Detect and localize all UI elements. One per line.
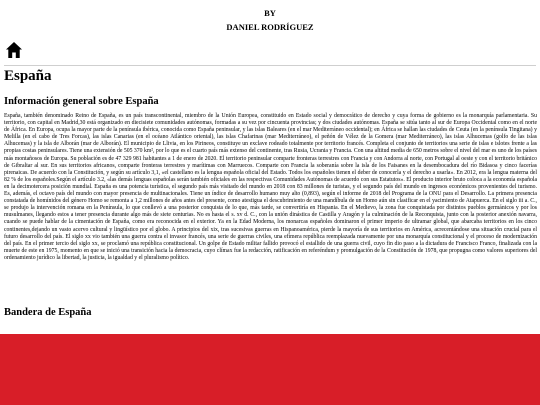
author-name: DANIEL RODRÍGUEZ	[226, 22, 314, 32]
section-heading-general-info: Información general sobre España	[4, 96, 159, 107]
flag-red-stripe	[0, 334, 540, 405]
byline-label: BY	[264, 8, 276, 18]
home-link[interactable]	[5, 41, 23, 59]
article-paragraph: España, también denominado Reino de España, es un país transcontinental, miembro de la Unión Europea, constituido en Estado social y democrático de derecho y cuya forma de gobierno es la monarquía parlamentaria. Su territorio, con capital en Madrid,30 está organizado en diecisiete comunidades autónomas, formadas a su vez por cincuenta provincias; y dos ciudades autónomas. España se sitúa tanto al sur de Europa Occidental como en el norte de África. En Europa, ocupa la mayor parte de la península ibérica, conocida como España peninsular, y las islas Baleares (en el mar Mediterráneo occidental); en África se hallan las ciudades de Ceuta (en la península Tingitana) y Melilla (en el cabo de Tres Forcas), las islas Canarias (en el océano Atlántico oriental), las islas Chafarinas (mar Mediterráneo), el peñón de Vélez de la Gomera (mar Mediterráneo), las islas Alhucemas (golfo de las islas Alhucemas) y la isla de Alborán (mar de Alborán). El municipio de Llivia, en los Pirineos, constituye un exclave rodeado totalmente por territorio francés. Completa el conjunto de territorios una serie de islas e islotes frente a las propias costas peninsulares. Tiene una extensión de 505 370 km², por lo que es el cuarto país más extenso del continente, tras Rusia, Ucrania y Francia. Con una altitud media de 650 metros sobre el nivel del mar es uno de los países más montañosos de Europa. Su población es de 47 329 981 habitantes a 1 de enero de 2020. El territorio peninsular comparte fronteras terrestres con Francia y con Andorra al norte, con Portugal al oeste y con el territorio británico de Gibraltar al sur. En sus territorios africanos, comparte fronteras terrestres y marítimas con Marruecos. Comparte con Francia la soberanía sobre la isla de los Faisanes en la desembocadura del río Bidasoa y cinco facerías pirenaicas. De acuerdo con la Constitución, y según su artículo 3,1, «el castellano es la lengua española oficial del Estado. Todos los españoles tienen el deber de conocerla y el derecho a usarla». En 2012, era la lengua materna del 82 % de los españoles.Según el artículo 3.2, «las demás lenguas españolas serán también oficiales en las respectivas Comunidades Autónomas de acuerdo con sus Estatutos». El producto interior bruto coloca a la economía española en la decimotercera posición mundial. España es una potencia turística, el segundo país más visitado del mundo en 2018 con 83 millones de turistas, y el segundo país del mundo en ingresos económicos provenientes del turismo. Es, además, el octavo país del mundo con mayor presencia de multinacionales. Tiene un índice de desarrollo humano muy alto (0,893), según el informe de 2018 del Programa de la ONU para el Desarrollo. La primera presencia constatada de homínidos del género Homo se remonta a 1,2 millones de años antes del presente, como atestigua el descubrimiento de una mandíbula de un Homo aún sin clasificar en el yacimiento de Atapuerca. En el siglo iii a. C., se produjo la intervención romana en la Península, lo que conllevó a una posterior conquista de lo que, más tarde, se convertiría en Hispania. En el Medievo, la zona fue conquistada por distintos pueblos germánicos y por los musulmanes, llegando estos a tener presencia durante algo más de siete centurias. No es hasta el s. xv d. C., con la unión dinástica de Castilla y Aragón y la culminación de la Reconquista, junto con la posterior anexión navarra, cuando se puede hablar de la cimentación de España, como era reconocida en el exterior. Ya en la Edad Moderna, los monarcas españoles dominaron el primer imperio de ultramar global, que abarcaba territorios en los cinco continentes,dejando un vasto acervo cultural y lingüístico por el globo. A principios del xix, tras sucesivas guerras en Hispanoamérica, pierde la mayoría de sus territorios en América, acrecentándose una situación crucial para el futuro desarrollo del país. El siglo xx vio también una guerra contra el invasor francés, una serie de guerras civiles, una efímera república reemplazada nuevamente por una monarquía constitucional y el proceso de modernización del país. En el primer tercio del siglo xx, se proclamó una república constitucional. Un golpe de Estado militar fallido provocó el estallido de una guerra civil, cuyo fin dio paso a la dictadura de Francisco Franco, finalizada con la muerte de este en 1975, momento en que se inició una transición hacia la democracia, cuyo clímax fue la redacción, ratificación en referéndum y promulgación de la Constitución de 1978, que propugna como valores superiores del ordenamiento jurídico la libertad, la justicia, la igualdad y el pluralismo político.	[4, 113, 537, 261]
header-divider	[4, 65, 536, 66]
home-icon	[5, 41, 23, 59]
page-title: España	[4, 68, 52, 84]
section-heading-flag: Bandera de España	[4, 307, 92, 318]
spain-flag	[0, 334, 540, 405]
